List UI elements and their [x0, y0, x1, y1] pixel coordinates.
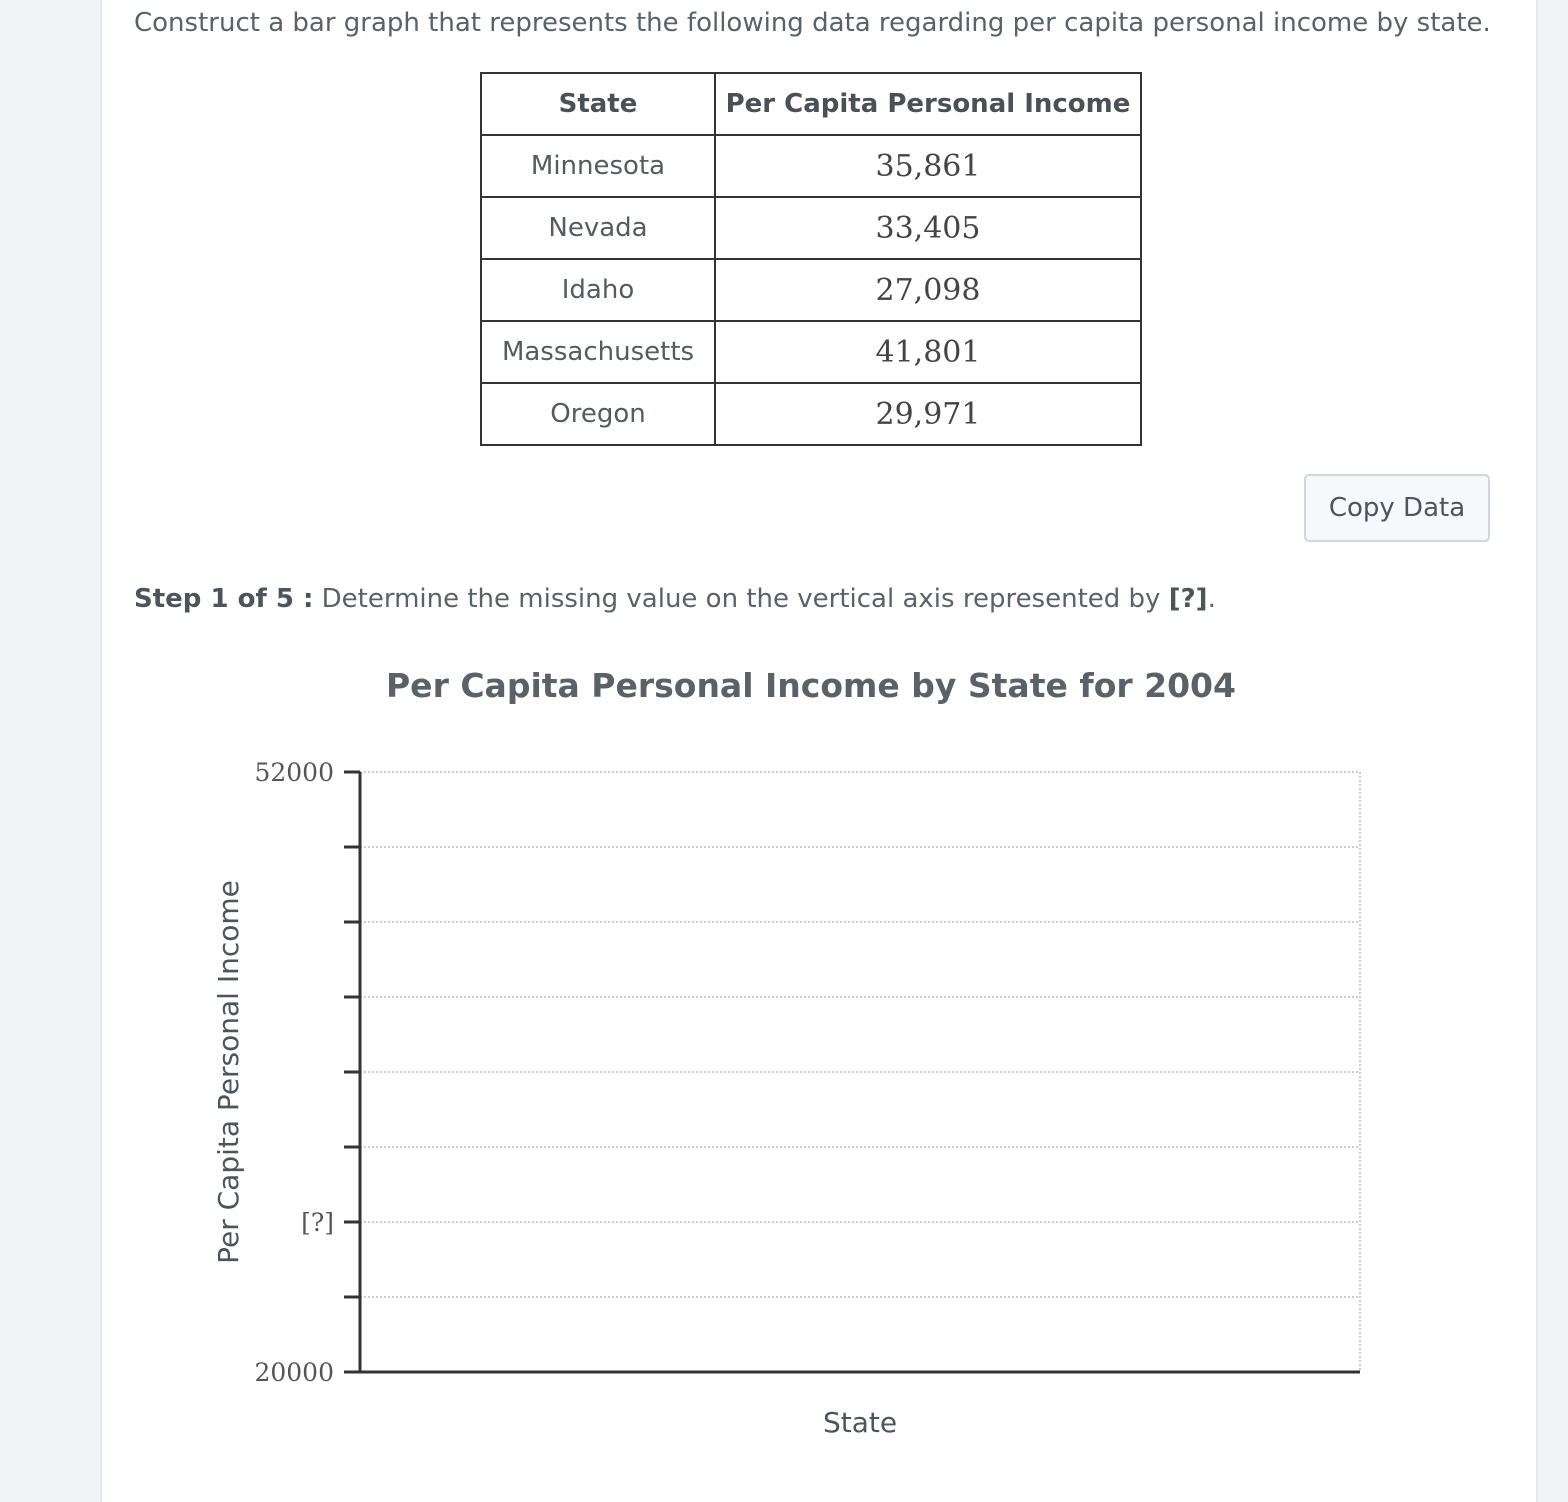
- step-label: Step 1 of 5 :: [134, 584, 314, 614]
- y-tick-label: 52000: [254, 758, 334, 787]
- income-cell: 33,405: [715, 197, 1141, 259]
- chart-title: Per Capita Personal Income by State for 2004: [386, 666, 1236, 705]
- state-cell: Minnesota: [481, 135, 715, 197]
- income-cell: 27,098: [715, 259, 1141, 321]
- question-prompt: Construct a bar graph that represents the following data regarding per capita personal income by state.: [134, 8, 1491, 38]
- state-cell: Idaho: [481, 259, 715, 321]
- y-tick-label: 20000: [254, 1358, 334, 1387]
- income-cell: 29,971: [715, 383, 1141, 445]
- y-tick-label: [?]: [301, 1208, 334, 1237]
- income-cell: 41,801: [715, 321, 1141, 383]
- step-highlight: [?]: [1168, 584, 1208, 614]
- state-cell: Massachusetts: [481, 321, 715, 383]
- table-header-state: State: [481, 73, 715, 135]
- step-end: .: [1207, 584, 1216, 614]
- income-cell: 35,861: [715, 135, 1141, 197]
- x-axis-label: State: [822, 1406, 898, 1439]
- state-cell: Nevada: [481, 197, 715, 259]
- state-cell: Oregon: [481, 383, 715, 445]
- copy-data-button[interactable]: Copy Data: [1304, 474, 1490, 542]
- table-header-income: Per Capita Personal Income: [715, 73, 1141, 135]
- y-axis-label: Per Capita Personal Income: [212, 880, 245, 1264]
- step-text: Determine the missing value on the vertical axis represented by: [321, 584, 1161, 614]
